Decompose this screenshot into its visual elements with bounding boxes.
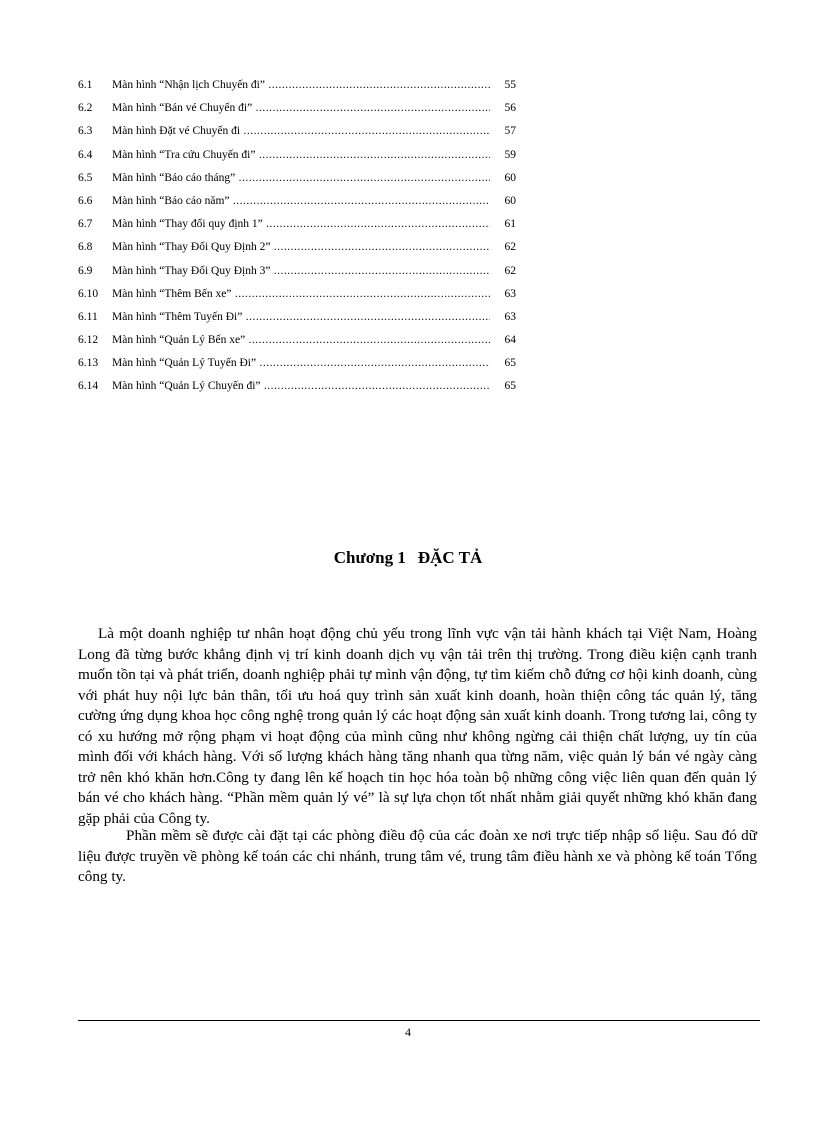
toc-entry-title: Màn hình “Báo cáo tháng” ..... xyxy=(112,170,490,186)
toc-entry-title: Màn hình “Thêm Bến xe” ..... xyxy=(112,286,490,302)
toc-entry-title: Màn hình “Bán vé Chuyến đi” ..... xyxy=(112,100,490,116)
toc-entry[interactable] xyxy=(78,309,518,332)
body-paragraph-2: Phần mềm sẽ được cài đặt tại các phòng điều độ của các đoàn xe nơi trực tiếp nhập số liệu. Sau đó dữ liệu được truyền về phòng kế toán các chi nhánh, trung tâm vé, trung tâm điều hành xe và phòng kế toán Tổng công ty. xyxy=(78,827,757,885)
toc-entry-number: 6.3 xyxy=(78,125,93,138)
chapter-number: Chương 1 xyxy=(333,548,406,567)
toc-entry-title: Màn hình “Nhận lịch Chuyến đi” ..... xyxy=(112,77,490,93)
toc-entry-number: 6.2 xyxy=(78,102,93,115)
toc-entry-page: 59 xyxy=(504,148,516,161)
toc-entry-number: 6.6 xyxy=(78,194,93,207)
toc-entry-page: 57 xyxy=(504,125,516,138)
toc-entry-page: 62 xyxy=(504,241,516,254)
toc-entry-number: 6.10 xyxy=(78,287,99,300)
toc-entry[interactable] xyxy=(78,123,518,146)
toc-entry-title: Màn hình Đặt vé Chuyến đi ..... xyxy=(112,123,490,139)
toc-entry-number: 6.8 xyxy=(78,241,93,254)
toc-entry[interactable] xyxy=(78,147,518,170)
footer-divider xyxy=(78,1020,760,1021)
toc-entry-title: Màn hình “Thay Đổi Quy Định 3” ..... xyxy=(112,263,490,279)
toc-entry-number: 6.9 xyxy=(78,264,93,277)
toc-entry[interactable] xyxy=(78,355,518,378)
toc-entry-number: 6.13 xyxy=(78,357,99,370)
toc-entry[interactable] xyxy=(78,170,518,193)
toc-entry[interactable] xyxy=(78,77,518,100)
table-of-contents xyxy=(78,77,518,402)
page-number: 4 xyxy=(405,1025,411,1039)
toc-entry-page: 60 xyxy=(504,171,516,184)
toc-entry-page: 62 xyxy=(504,264,516,277)
body-paragraph-1: Là một doanh nghiệp tư nhân hoạt động chủ yếu trong lĩnh vực vận tải hành khách tại Việt Nam, Hoàng Long đã từng bước khẳng định vị trí kinh doanh dịch vụ vận tải trên thị trường. Trong điều kiện cạnh tranh muốn tồn tại và phát triển, doanh nghiệp phải tự mình vận động, tự tìm kiếm chỗ đứng cơ hội kinh doanh, cùng với phát huy nội lực bản thân, tối ưu hoá quy trình sản xuất kinh doanh, hoàn thiện công tác quản lý, tăng cường ứng dụng khoa học công nghệ trong quản lý các hoạt động sản xuất kinh doanh. Trong tương lai, công ty có xu hướng mở rộng phạm vi hoạt động của mình cũng như không ngừng cải thiện chất lượng, uy tín của mình đối với khách hàng. Với số lượng khách hàng tăng nhanh qua từng năm, việc quản lý bán vé ngày càng trở nên khó khăn hơn.Công ty đang lên kế hoạch tin học hóa toàn bộ những công việc liên quan đến quản lý bán vé cho khách hàng. “Phần mềm quản lý vé” là sự lựa chọn tốt nhất nhằm giải quyết những khó khăn đang gặp phải của Công ty. xyxy=(78,625,757,827)
toc-entry[interactable] xyxy=(78,332,518,355)
toc-entry[interactable] xyxy=(78,286,518,309)
toc-entry-title: Màn hình “Quản Lý Tuyến Đi” ..... xyxy=(112,355,490,371)
toc-entry[interactable] xyxy=(78,263,518,286)
toc-entry-page: 56 xyxy=(504,102,516,115)
toc-entry-title: Màn hình “Tra cứu Chuyến đi” ..... xyxy=(112,147,490,163)
toc-entry[interactable] xyxy=(78,100,518,123)
toc-entry-page: 65 xyxy=(504,380,516,393)
toc-entry-title: Màn hình “Thay đổi quy định 1” ..... xyxy=(112,216,490,232)
toc-entry-page: 60 xyxy=(504,194,516,207)
toc-entry-page: 65 xyxy=(504,357,516,370)
toc-entry-number: 6.5 xyxy=(78,171,93,184)
toc-entry-number: 6.4 xyxy=(78,148,93,161)
toc-entry-title: Màn hình “Thêm Tuyến Đi” ..... xyxy=(112,309,490,325)
chapter-heading xyxy=(0,547,816,569)
toc-entry-page: 63 xyxy=(504,287,516,300)
toc-entry-number: 6.11 xyxy=(78,310,98,323)
toc-entry-number: 6.7 xyxy=(78,218,93,231)
toc-entry[interactable] xyxy=(78,239,518,262)
toc-entry[interactable] xyxy=(78,216,518,239)
toc-entry-page: 55 xyxy=(504,79,516,91)
toc-entry-number: 6.1 xyxy=(78,79,93,91)
toc-entry-title: Màn hình “Báo cáo năm” ..... xyxy=(112,193,490,209)
toc-entry-number: 6.12 xyxy=(78,334,99,347)
toc-entry-number: 6.14 xyxy=(78,380,99,393)
toc-entry[interactable] xyxy=(78,378,518,401)
chapter-title: ĐẶC TẢ xyxy=(417,548,483,567)
toc-entry-title: Màn hình “Quản Lý Bến xe” ..... xyxy=(112,332,490,348)
toc-entry[interactable] xyxy=(78,193,518,216)
toc-entry-page: 64 xyxy=(504,334,516,347)
toc-entry-title: Màn hình “Thay Đổi Quy Định 2” ..... xyxy=(112,239,490,255)
toc-entry-page: 61 xyxy=(504,218,516,231)
toc-entry-title: Màn hình “Quản Lý Chuyến đi” ..... xyxy=(112,378,490,394)
toc-entry-page: 63 xyxy=(504,310,516,323)
